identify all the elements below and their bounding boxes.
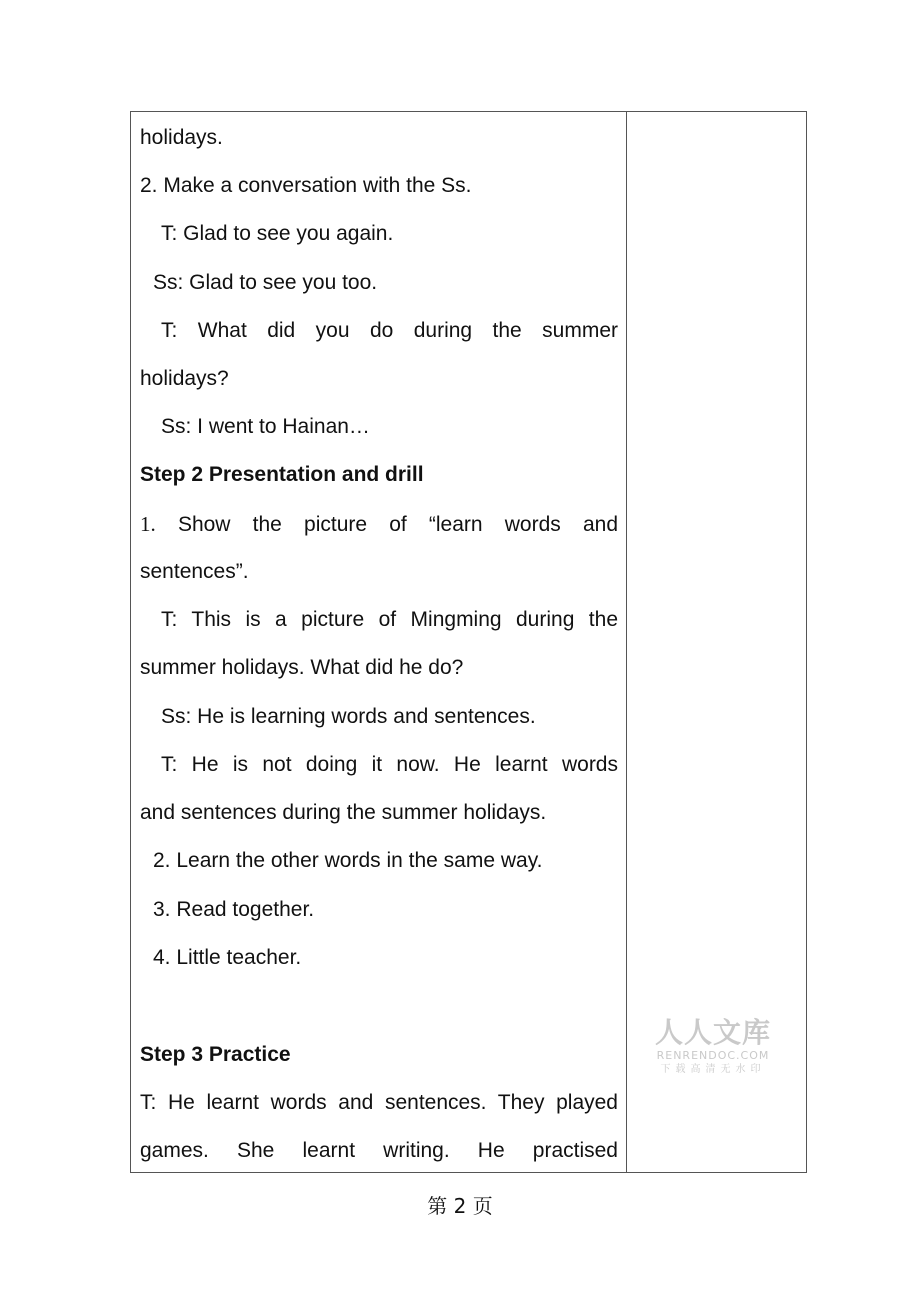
text-line: summer holidays. What did he do? — [140, 656, 464, 679]
lesson-content-cell — [131, 112, 626, 1172]
text-line: Ss: Glad to see you too. — [153, 271, 378, 294]
list-number: 1. — [140, 512, 156, 536]
text-line: 4. Little teacher. — [153, 946, 302, 969]
step-heading: Step 2 Presentation and drill — [140, 463, 424, 486]
lesson-plan-table — [130, 111, 807, 1173]
page-number: 第 2 页 — [427, 1194, 493, 1218]
text-line: T: He learnt words and sentences. They played — [140, 1091, 618, 1114]
step-heading: Step 3 Practice — [140, 1043, 291, 1066]
watermark-brand: 人人文库 — [654, 1016, 771, 1049]
text-line: 3. Read together. — [153, 898, 315, 921]
text-line: Ss: He is learning words and sentences. — [161, 705, 536, 728]
text-line: Ss: I went to Hainan… — [161, 415, 370, 438]
text-line: and sentences during the summer holidays. — [140, 801, 547, 824]
list-text: Show the picture of “learn words and — [177, 513, 618, 536]
watermark-url: RENRENDOC.COM — [656, 1049, 770, 1062]
text-line: sentences”. — [140, 560, 249, 583]
text-line: holidays. — [140, 126, 223, 149]
column-divider — [626, 112, 627, 1172]
text-line: T: This is a picture of Mingming during the — [161, 608, 618, 631]
watermark — [648, 1017, 778, 1077]
text-line: T: What did you do during the summer — [161, 319, 618, 342]
text-line: games. She learnt writing. He practised — [140, 1139, 618, 1162]
text-line: 2. Make a conversation with the Ss. — [140, 174, 472, 197]
text-line: holidays? — [140, 367, 229, 390]
watermark-tagline: 下载高清无水印 — [660, 1064, 766, 1075]
text-line: T: He is not doing it now. He learnt words — [161, 753, 618, 776]
text-line: 2. Learn the other words in the same way. — [153, 849, 543, 872]
text-line: T: Glad to see you again. — [161, 222, 394, 245]
text-line — [140, 510, 618, 539]
